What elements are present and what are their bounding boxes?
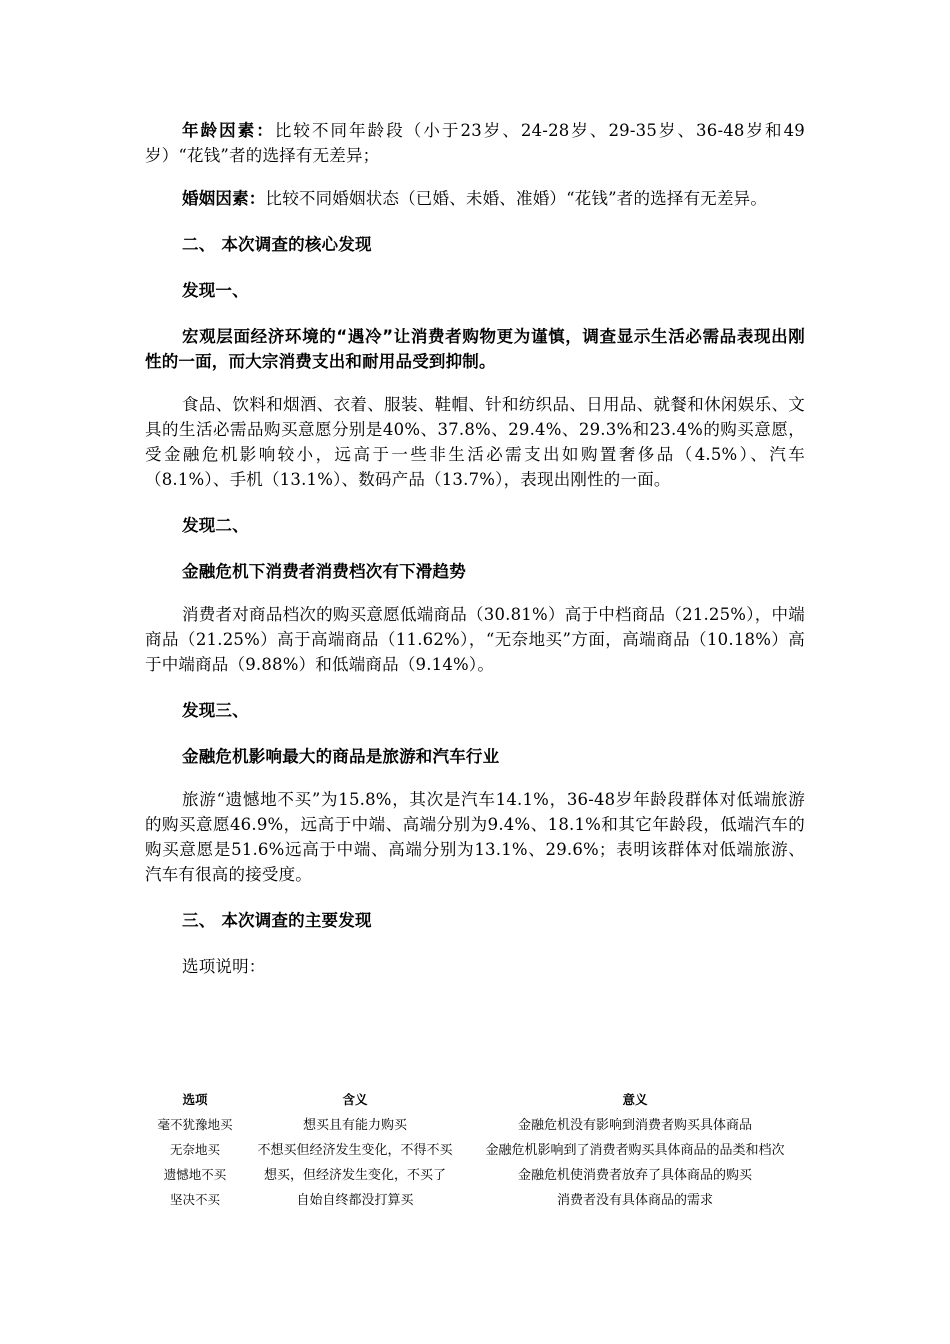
finding3-label: 发现三、 <box>182 701 249 720</box>
finding2-label: 发现二、 <box>182 516 249 535</box>
table-row <box>145 1111 805 1136</box>
meaning-cell: 想买，但经济发生变化，不买了 <box>263 1168 446 1183</box>
marriage-factor-label: 婚姻因素： <box>182 189 266 208</box>
meaning-cell: 不想买但经济发生变化，不得不买 <box>257 1143 453 1158</box>
meaning-cell: 想买且有能力购买 <box>302 1118 407 1133</box>
document-page <box>145 118 805 979</box>
option-cell: 坚决不买 <box>169 1191 220 1207</box>
header-option: 选项 <box>182 1091 208 1107</box>
table-row <box>145 1161 805 1186</box>
table-row <box>145 1136 805 1161</box>
options-table-header-row <box>145 1086 805 1111</box>
significance-cell: 消费者没有具体商品的需求 <box>556 1193 713 1208</box>
finding2-title: 金融危机下消费者消费档次有下滑趋势 <box>182 562 466 581</box>
marriage-factor-text: 比较不同婚姻状态（已婚、未婚、准婚）“花钱”者的选择有无差异。 <box>265 189 768 208</box>
finding1-title: 宏观层面经济环境的“遇冷”让消费者购物更为谨慎，调查显示生活必需品表现出刚性的一面，而大宗消费支出和耐用品受到抑制。 <box>145 327 805 371</box>
meaning-cell: 自始自终都没打算买 <box>296 1193 414 1208</box>
header-meaning: 含义 <box>342 1091 368 1107</box>
options-intro: 选项说明： <box>182 957 266 976</box>
section3-heading: 三、 本次调查的主要发现 <box>182 911 372 930</box>
age-factor-label: 年龄因素： <box>182 121 275 140</box>
finding1-label: 发现一、 <box>182 281 249 300</box>
options-table <box>145 1086 805 1211</box>
age-factor-text: 比较不同年龄段（小于23岁、24-28岁、29-35岁、36-48岁和49岁）“花钱”者的选择有无差异； <box>145 121 806 165</box>
option-cell: 无奈地买 <box>169 1141 220 1157</box>
significance-cell: 金融危机没有影响到消费者购买具体商品 <box>517 1118 752 1133</box>
finding2-body: 消费者对商品档次的购买意愿低端商品（30.81%）高于中档商品（21.25%），中端商品（21.25%）高于高端商品（11.62%），“无奈地买”方面，高端商品（10.18%）高于中端商品（9.88%）和低端商品（9.14%）。 <box>145 605 805 674</box>
header-significance: 意义 <box>622 1091 648 1107</box>
option-cell: 遗憾地不买 <box>163 1166 227 1182</box>
section2-heading: 二、 本次调查的核心发现 <box>182 235 372 254</box>
option-cell: 毫不犹豫地买 <box>157 1116 233 1132</box>
significance-cell: 金融危机使消费者放弃了具体商品的购买 <box>517 1168 752 1183</box>
finding3-title: 金融危机影响最大的商品是旅游和汽车行业 <box>182 747 500 766</box>
marriage-factor-paragraph <box>145 186 805 211</box>
age-factor-paragraph <box>145 118 805 168</box>
finding1-body: 食品、饮料和烟酒、衣着、服装、鞋帽、针和纺织品、日用品、就餐和休闲娱乐、文具的生活必需品购买意愿分别是40%、37.8%、29.4%、29.3%和23.4%的购买意愿，受金融危机影响较小，远高于一些非生活必需支出如购置奢侈品（4.5%）、汽车（8.1%）、手机（13.1%）、数码产品（13.7%），表现出刚性的一面。 <box>145 395 805 489</box>
significance-cell: 金融危机影响到了消费者购买具体商品的品类和档次 <box>485 1143 785 1158</box>
finding3-body: 旅游“遗憾地不买”为15.8%，其次是汽车14.1%，36-48岁年龄段群体对低端旅游的购买意愿46.9%，远高于中端、高端分别为9.4%、18.1%和其它年龄段，低端汽车的购买意愿是51.6%远高于中端、高端分别为13.1%、29.6%；表明该群体对低端旅游、汽车有很高的接受度。 <box>145 790 805 884</box>
table-row <box>145 1186 805 1211</box>
